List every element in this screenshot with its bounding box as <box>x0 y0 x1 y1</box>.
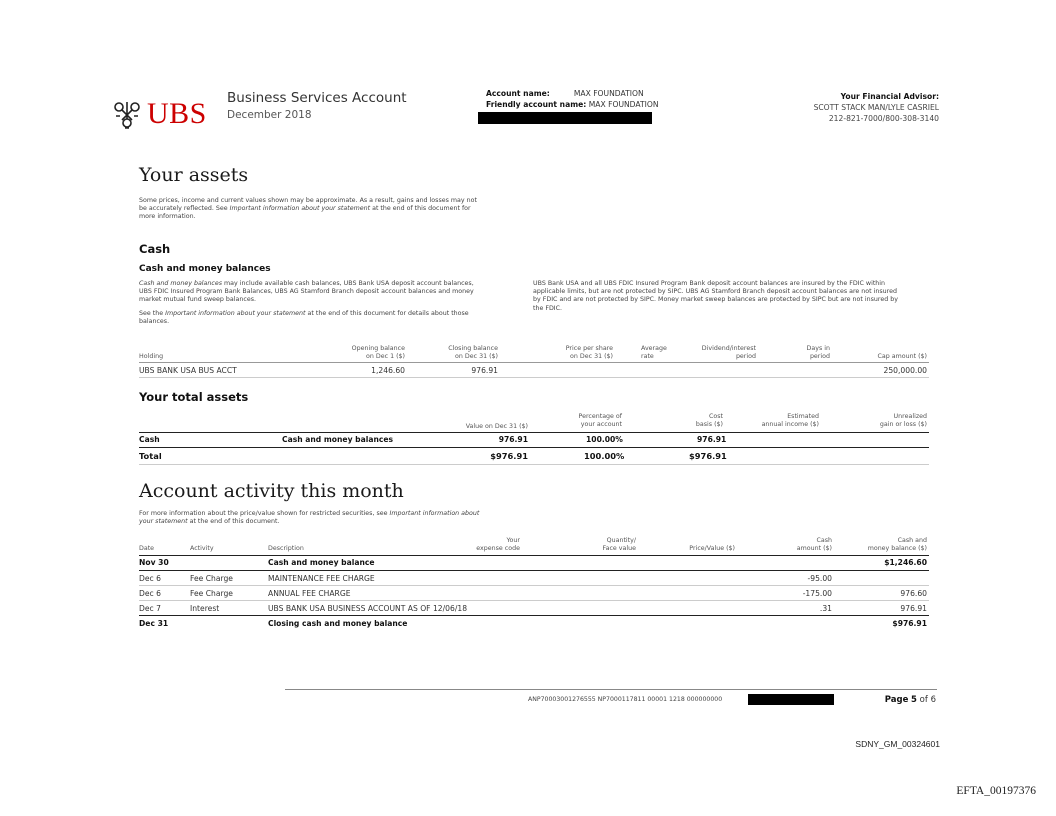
col-opening-1: Opening balance <box>351 345 405 352</box>
footer-rule <box>285 689 937 690</box>
cash-table-rule <box>139 362 929 363</box>
right-line-3: by FDIC and are not protected by SIPC. Money market sweep balances are protected by SIPC but are not insured by <box>533 296 898 304</box>
left-line-3: market mutual fund sweep balances. <box>139 296 256 304</box>
row-cash-value: 976.91 <box>498 435 528 444</box>
activity-row-amount: -95.00 <box>807 574 832 583</box>
left-line-1-text: may include available cash balances, UBS Bank USA deposit account balances, <box>222 280 474 287</box>
advisor-names: SCOTT STACK MAN/LYLE CASRIEL <box>813 103 939 112</box>
holding-closing: 976.91 <box>471 366 498 375</box>
row-cash-cost: 976.91 <box>697 435 727 444</box>
left-line-4 <box>139 310 519 318</box>
activity-row-rule <box>139 570 929 571</box>
assets-intro-line-2 <box>139 205 519 213</box>
col-cash-2: amount ($) <box>796 544 832 552</box>
col-div-1: Dividend/interest <box>701 345 756 352</box>
account-type: Business Services Account <box>227 90 407 106</box>
col-days <box>780 345 830 360</box>
col-qty-2: Face value <box>602 544 636 552</box>
activity-row-activity: Fee Charge <box>190 574 233 583</box>
row-total-pct: 100.00% <box>584 451 625 461</box>
col-unr-1: Unrealized <box>893 413 927 420</box>
brand-wordmark: UBS <box>147 97 207 130</box>
col-unr-2: gain or loss ($) <box>879 420 927 428</box>
holding-name: UBS BANK USA BUS ACCT <box>139 366 237 375</box>
page-current: 5 <box>911 695 917 705</box>
advisor-label: Your Financial Advisor: <box>840 92 939 101</box>
row-total-label: Total <box>139 451 162 461</box>
col-opening <box>320 345 405 360</box>
col-quantity <box>580 537 636 552</box>
activity-row-rule <box>139 615 929 616</box>
activity-table-top-rule <box>139 555 929 556</box>
col-closing-1: Closing balance <box>448 345 498 352</box>
col-avg-rate <box>641 345 667 360</box>
cmb-heading: Cash and money balances <box>139 264 271 274</box>
activity-row-activity: Fee Charge <box>190 589 233 598</box>
activity-row-date: Nov 30 <box>139 558 169 567</box>
col-div-2: period <box>735 352 756 360</box>
activity-intro-1-italic: Important information about <box>389 510 480 517</box>
financial-advisor <box>814 91 939 124</box>
col-price-1: Price per share <box>565 345 613 352</box>
col-days-1: Days in <box>806 345 830 352</box>
col-exp-2: expense code <box>476 544 520 552</box>
activity-intro-2b: at the end of this document. <box>187 518 280 526</box>
redaction-bar <box>478 112 652 124</box>
activity-row-desc: Closing cash and money balance <box>268 619 408 628</box>
right-line-1: UBS Bank USA and all UBS FDIC Insured Program Bank deposit account balances are insured by the FDIC within <box>533 280 886 287</box>
col-cost-1: Cost <box>709 413 723 420</box>
total-table-mid-rule <box>139 447 929 448</box>
col-pct-1: Percentage of <box>578 413 622 420</box>
assets-intro-line-3: more information. <box>139 213 196 221</box>
left-line-4-italic: Important information about your statement <box>165 309 306 317</box>
activity-intro-line-1 <box>139 510 539 518</box>
cash-table-bottom-rule <box>139 377 929 378</box>
col-bal-2: money balance ($) <box>867 544 927 552</box>
document-code: ANP70003001276555 NP7000117811 00001 1218 000000000 <box>528 696 723 703</box>
assets-title: Your assets <box>139 164 249 186</box>
cash-description-right <box>533 280 933 313</box>
col-closing-2: on Dec 31 ($) <box>455 352 498 360</box>
assets-intro-2b: at the end of this document for <box>370 205 471 213</box>
activity-row-desc: ANNUAL FEE CHARGE <box>268 589 351 598</box>
activity-intro-2-italic: your statement <box>139 518 188 526</box>
holding-opening: 1,246.60 <box>371 366 405 375</box>
page-of: of <box>919 695 928 705</box>
right-line-2: applicable limits, but are not protected by SIPC. UBS AG Stamford Branch deposit account balances are not insured <box>533 288 897 296</box>
col-holding: Holding <box>139 353 164 360</box>
col-cash-1: Cash <box>816 537 832 544</box>
col-closing <box>413 345 498 360</box>
col-price-2: on Dec 31 ($) <box>570 352 613 360</box>
footer-redaction-bar <box>748 694 834 705</box>
activity-intro-line-2 <box>139 518 539 526</box>
friendly-name-label: Friendly account name: <box>486 99 587 109</box>
col-activity: Activity <box>190 545 214 552</box>
important-info-ref: Important information about your statement <box>229 205 371 213</box>
left-line-1-italic: Cash and money balances <box>139 280 223 287</box>
account-name: MAX FOUNDATION <box>573 89 644 98</box>
col-opening-2: on Dec 1 ($) <box>366 352 405 360</box>
col-description: Description <box>268 545 304 552</box>
col-cost <box>680 413 723 428</box>
activity-row-date: Dec 6 <box>139 574 161 583</box>
activity-row-rule <box>139 600 929 601</box>
col-cap: Cap amount ($) <box>877 353 927 360</box>
col-expense-code <box>450 537 520 552</box>
col-exp-1: Your <box>506 537 520 544</box>
col-avg-2: rate <box>641 352 654 360</box>
bates-number-sdny: SDNY_GM_00324601 <box>855 739 940 749</box>
statement-period: December 2018 <box>227 109 312 121</box>
cash-description-left <box>139 280 519 326</box>
page-label: Page <box>884 695 909 705</box>
total-table-bottom-rule <box>139 464 929 465</box>
col-est-1: Estimated <box>787 413 819 420</box>
page-total: 6 <box>930 695 936 705</box>
activity-row-rule <box>139 585 929 586</box>
activity-row-amount: -175.00 <box>802 589 832 598</box>
left-line-4a: See the <box>139 309 166 317</box>
activity-intro <box>139 510 539 526</box>
col-est-2: annual income ($) <box>761 420 819 428</box>
row-total-value: $976.91 <box>490 451 528 461</box>
activity-row-date: Dec 6 <box>139 589 161 598</box>
col-unrealized <box>850 413 927 428</box>
friendly-name: MAX FOUNDATION <box>588 99 659 109</box>
ubs-keys-logo-icon <box>110 98 144 132</box>
col-pct-2: your account <box>580 420 622 428</box>
account-info <box>486 89 659 110</box>
activity-row-activity: Interest <box>190 604 220 613</box>
account-name-label: Account name: <box>486 89 550 98</box>
row-cash-desc: Cash and money balances <box>282 435 394 444</box>
activity-row-balance: $976.91 <box>892 619 927 628</box>
holding-cap: 250,000.00 <box>883 366 927 375</box>
left-line-4b: at the end of this document for details about those <box>305 309 469 317</box>
col-days-2: period <box>809 352 830 360</box>
left-line-1 <box>139 280 519 288</box>
col-money-balance <box>840 537 927 552</box>
col-est-income <box>740 413 819 428</box>
col-pct <box>560 413 622 428</box>
col-bal-1: Cash and <box>897 537 927 544</box>
activity-row-desc: MAINTENANCE FEE CHARGE <box>268 574 375 583</box>
activity-row-balance: 976.60 <box>900 589 927 598</box>
total-assets-title: Your total assets <box>139 390 249 404</box>
activity-row-desc: UBS BANK USA BUSINESS ACCOUNT AS OF 12/06/18 <box>268 604 468 613</box>
activity-row-balance: $1,246.60 <box>884 558 927 567</box>
right-line-4: the FDIC. <box>533 304 563 312</box>
activity-row-desc: Cash and money balance <box>268 558 375 567</box>
assets-intro-line-1: Some prices, income and current values shown may be approximate. As a result, gains and losses may not <box>139 197 477 204</box>
col-price <box>528 345 613 360</box>
activity-intro-1a: For more information about the price/value shown for restricted securities, see <box>139 510 390 517</box>
activity-row-balance: 976.91 <box>900 604 927 613</box>
cash-heading: Cash <box>139 242 171 256</box>
row-cash-pct: 100.00% <box>586 435 623 444</box>
row-total-cost: $976.91 <box>689 451 727 461</box>
col-qty-1: Quantity/ <box>606 537 636 544</box>
col-cost-2: basis ($) <box>695 420 723 428</box>
bates-number-efta: EFTA_00197376 <box>956 785 1036 797</box>
col-cash-amount <box>780 537 832 552</box>
activity-row-date: Dec 31 <box>139 619 169 628</box>
row-cash-label: Cash <box>139 435 160 444</box>
col-avg-1: Average <box>641 345 667 352</box>
activity-row-amount: .31 <box>819 604 832 613</box>
left-line-2: UBS FDIC Insured Program Bank Balances, UBS AG Stamford Branch deposit account balances and money <box>139 288 474 296</box>
advisor-phone: 212-821-7000/800-308-3140 <box>828 114 939 123</box>
total-table-top-rule <box>139 432 929 433</box>
activity-title: Account activity this month <box>139 480 404 502</box>
page-number <box>885 695 936 705</box>
col-price-value: Price/Value ($) <box>689 545 735 552</box>
col-div-period <box>676 345 756 360</box>
activity-row-date: Dec 7 <box>139 604 161 613</box>
col-date: Date <box>139 545 155 552</box>
assets-intro <box>139 197 519 222</box>
col-value: Value on Dec 31 ($) <box>465 423 528 430</box>
left-line-5: balances. <box>139 317 170 325</box>
assets-intro-2a: be accurately reflected. See <box>139 205 230 213</box>
